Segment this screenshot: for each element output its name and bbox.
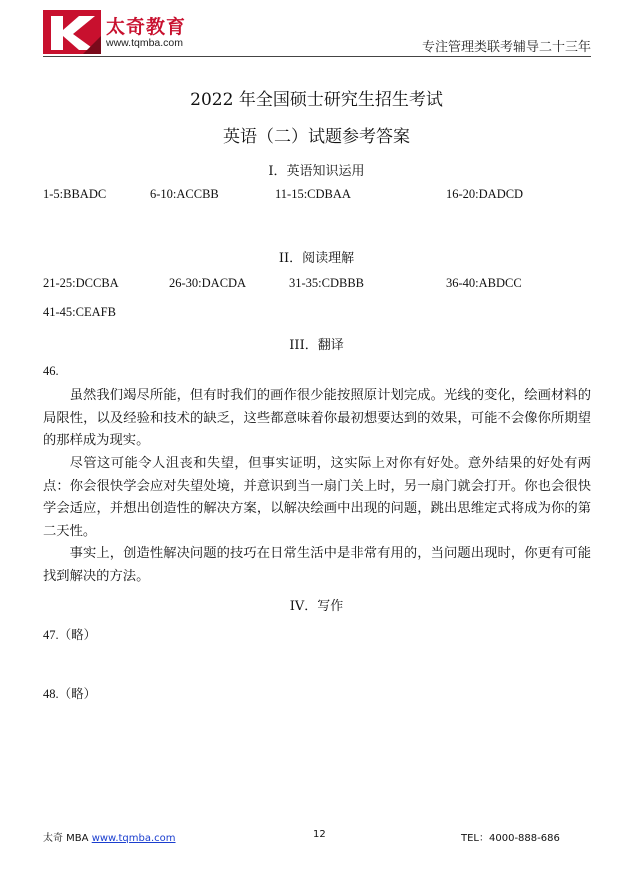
writing-item: 48.（略） bbox=[43, 687, 97, 701]
section-heading-writing: IV．写作 bbox=[289, 599, 344, 614]
page-number: 12 bbox=[313, 829, 326, 840]
section-heading-cloze: I．英语知识运用 bbox=[268, 164, 365, 179]
footer-brand-label: 太奇 MBA bbox=[43, 833, 89, 844]
answer-group: 11-15:CDBAA bbox=[275, 187, 351, 201]
writing-item: 47.（略） bbox=[43, 628, 97, 642]
header-tagline: 专注管理类联考辅导二十三年 bbox=[421, 40, 591, 55]
answer-group: 1-5:BBADC bbox=[43, 187, 107, 201]
footer-telephone: TEL：4000-888-686 bbox=[461, 833, 560, 844]
answer-group: 26-30:DACDA bbox=[169, 276, 247, 290]
brand-url: www.tqmba.com bbox=[106, 37, 184, 49]
answer-group: 31-35:CDBBB bbox=[289, 276, 365, 290]
brand-name: 太奇教育 bbox=[106, 16, 187, 38]
answer-group: 6-10:ACCBB bbox=[150, 187, 219, 201]
answer-title: 英语（二）试题参考答案 bbox=[223, 127, 410, 147]
footer-website-link[interactable]: www.tqmba.com bbox=[91, 833, 176, 844]
header-divider bbox=[43, 56, 591, 57]
answer-group: 16-20:DADCD bbox=[446, 187, 524, 201]
section-heading-reading: II．阅读理解 bbox=[278, 251, 355, 266]
translation-paragraph: 尽管这可能令人沮丧和失望，但事实证明，这实际上对你有好处。意外结果的好处有两点：你会很快学会应对失望处境，并意识到当一扇门关上时，另一扇门就会打开。你也会很快学会适应，并想出创造性的解决方案，以解决绘画中出现的问题，跳出思维定式将成为你的第二天性。 bbox=[43, 456, 591, 539]
translation-paragraph: 虽然我们竭尽所能，但有时我们的画作很少能按照原计划完成。光线的变化，绘画材料的局限性，以及经验和技术的缺乏，这些都意味着你最初想要达到的效果，可能不会像你所期望的那样成为现实。 bbox=[43, 388, 591, 449]
answer-group: 41-45:CEAFB bbox=[43, 305, 116, 319]
footer-brand bbox=[43, 829, 176, 844]
answer-group: 36-40:ABDCC bbox=[446, 276, 522, 290]
answer-group: 21-25:DCCBA bbox=[43, 276, 119, 290]
question-number: 46. bbox=[43, 364, 59, 378]
section-heading-translation: III．翻译 bbox=[289, 338, 344, 353]
translation-paragraph: 事实上，创造性解决问题的技巧在日常生活中是非常有用的，当问题出现时，你更有可能找到解决的方法。 bbox=[43, 546, 591, 584]
exam-title: 2022 年全国硕士研究生招生考试 bbox=[190, 90, 443, 110]
tq-logo-icon bbox=[43, 10, 101, 54]
